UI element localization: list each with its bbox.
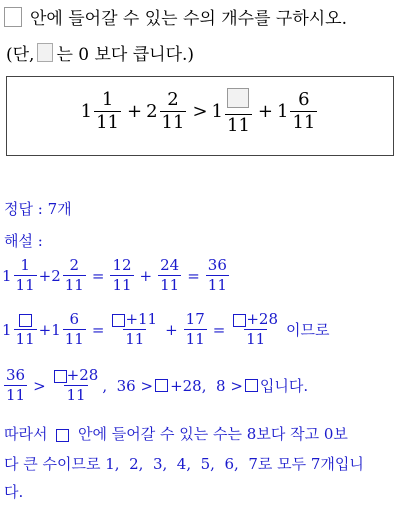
numerator bbox=[225, 88, 251, 114]
fraction bbox=[4, 368, 27, 403]
fraction bbox=[94, 91, 121, 132]
fraction bbox=[14, 258, 37, 293]
conclusion-line-3: 다. bbox=[4, 483, 24, 501]
fraction bbox=[110, 258, 133, 293]
denominator: 11 bbox=[15, 330, 35, 348]
blank-box bbox=[54, 370, 67, 383]
inequality-text: +28, 8 > bbox=[170, 376, 243, 395]
inequality-text: 입니다. bbox=[259, 377, 309, 395]
conclusion-line-1 bbox=[4, 420, 398, 448]
numerator: 6 bbox=[69, 310, 80, 328]
fraction bbox=[63, 312, 86, 347]
whole-part: 2 bbox=[146, 101, 158, 122]
whole-part: 1 bbox=[277, 101, 289, 122]
denominator: 11 bbox=[160, 276, 180, 294]
numerator: 12 bbox=[112, 256, 132, 274]
whole-part: 1 bbox=[80, 101, 93, 122]
fraction bbox=[184, 312, 207, 347]
conclusion-text: 따라서 bbox=[4, 425, 48, 443]
greater-than-sign: > bbox=[33, 376, 46, 395]
inequality bbox=[0, 88, 400, 135]
denominator: 11 bbox=[246, 330, 266, 348]
conclusion-line-2: 다 큰 수이므로 1, 2, 3, 4, 5, 6, 7로 모두 7개입니 bbox=[4, 455, 364, 473]
suffix-text: 이므로 bbox=[286, 321, 330, 339]
denominator: 11 bbox=[161, 112, 185, 133]
plus-sign: + bbox=[127, 101, 143, 122]
blank-box bbox=[233, 314, 246, 327]
question-condition bbox=[6, 40, 194, 65]
equals-sign: = bbox=[91, 266, 105, 285]
plus-sign: + bbox=[38, 266, 52, 285]
denominator: 11 bbox=[6, 386, 26, 404]
mixed-number-2 bbox=[146, 91, 188, 132]
denominator: 11 bbox=[64, 330, 84, 348]
question-line bbox=[4, 4, 347, 29]
blank-box bbox=[112, 314, 125, 327]
whole-part: 1 bbox=[211, 101, 223, 122]
numerator bbox=[231, 312, 280, 329]
whole-part: 1 bbox=[51, 320, 61, 339]
numerator: 2 bbox=[69, 256, 80, 274]
numerator bbox=[52, 368, 101, 385]
plus-sign: + bbox=[257, 101, 273, 122]
numerator-rest: +28 bbox=[246, 310, 278, 328]
fraction bbox=[63, 258, 86, 293]
whole-part: 2 bbox=[51, 266, 61, 285]
numerator: 36 bbox=[6, 366, 26, 384]
numerator-rest: +28 bbox=[66, 366, 99, 384]
solution-line-1 bbox=[2, 258, 231, 293]
blank-box-small bbox=[37, 43, 53, 62]
blank-box bbox=[227, 88, 249, 108]
answer-label: 정답 : bbox=[4, 200, 43, 218]
condition-before: (단, bbox=[6, 45, 35, 65]
numerator: 1 bbox=[101, 89, 114, 110]
blank-box bbox=[155, 379, 168, 392]
condition-after: 는 0 보다 큽니다.) bbox=[56, 45, 195, 65]
denominator: 11 bbox=[292, 112, 316, 133]
mixed-number-3 bbox=[212, 88, 254, 135]
denominator: 11 bbox=[185, 330, 205, 348]
mixed-number-4 bbox=[277, 91, 319, 132]
numerator: 2 bbox=[167, 89, 179, 110]
numerator: 6 bbox=[298, 89, 310, 110]
greater-than-sign: > bbox=[192, 101, 208, 122]
fraction bbox=[14, 312, 37, 347]
answer-value: 7개 bbox=[47, 200, 72, 218]
fraction bbox=[160, 91, 187, 132]
inequality-text: , 36 > bbox=[102, 376, 154, 395]
denominator: 11 bbox=[227, 115, 250, 136]
whole-part: 1 bbox=[2, 266, 12, 285]
numerator-rest: +11 bbox=[125, 310, 158, 328]
plus-sign: + bbox=[139, 266, 153, 285]
denominator: 11 bbox=[125, 330, 145, 348]
explanation-label: 해설 : bbox=[4, 232, 43, 250]
blank-box bbox=[19, 314, 32, 327]
equals-sign: = bbox=[187, 266, 200, 285]
mixed-number-1 bbox=[81, 91, 123, 132]
numerator: 36 bbox=[207, 256, 227, 274]
numerator: 24 bbox=[160, 256, 180, 274]
numerator: 1 bbox=[20, 256, 30, 274]
denominator: 11 bbox=[207, 276, 227, 294]
equals-sign: = bbox=[91, 320, 105, 339]
fraction bbox=[231, 312, 280, 347]
blank-box bbox=[245, 379, 258, 392]
blank-box bbox=[56, 429, 69, 442]
numerator: 17 bbox=[185, 310, 205, 328]
fraction bbox=[290, 91, 317, 132]
whole-part: 1 bbox=[2, 320, 12, 339]
plus-sign: + bbox=[165, 320, 178, 339]
fraction bbox=[52, 368, 101, 403]
plus-sign: + bbox=[38, 320, 52, 339]
fraction bbox=[206, 258, 229, 293]
conclusion-text: 안에 들어갈 수 있는 수는 8보다 작고 0보 bbox=[78, 425, 348, 443]
solution-line-2 bbox=[2, 312, 329, 347]
denominator: 11 bbox=[112, 276, 132, 294]
denominator: 11 bbox=[15, 276, 35, 294]
fraction bbox=[225, 88, 252, 135]
question-text: 안에 들어갈 수 있는 수의 개수를 구하시오. bbox=[30, 9, 348, 29]
blank-box bbox=[4, 7, 22, 27]
fraction bbox=[158, 258, 181, 293]
denominator: 11 bbox=[96, 112, 119, 133]
solution-line-3 bbox=[2, 368, 308, 403]
denominator: 11 bbox=[66, 386, 86, 404]
numerator bbox=[17, 312, 34, 329]
equals-sign: = bbox=[212, 320, 226, 339]
denominator: 11 bbox=[64, 276, 84, 294]
fraction bbox=[110, 312, 159, 347]
numerator bbox=[110, 312, 159, 329]
answer-line bbox=[4, 198, 72, 219]
